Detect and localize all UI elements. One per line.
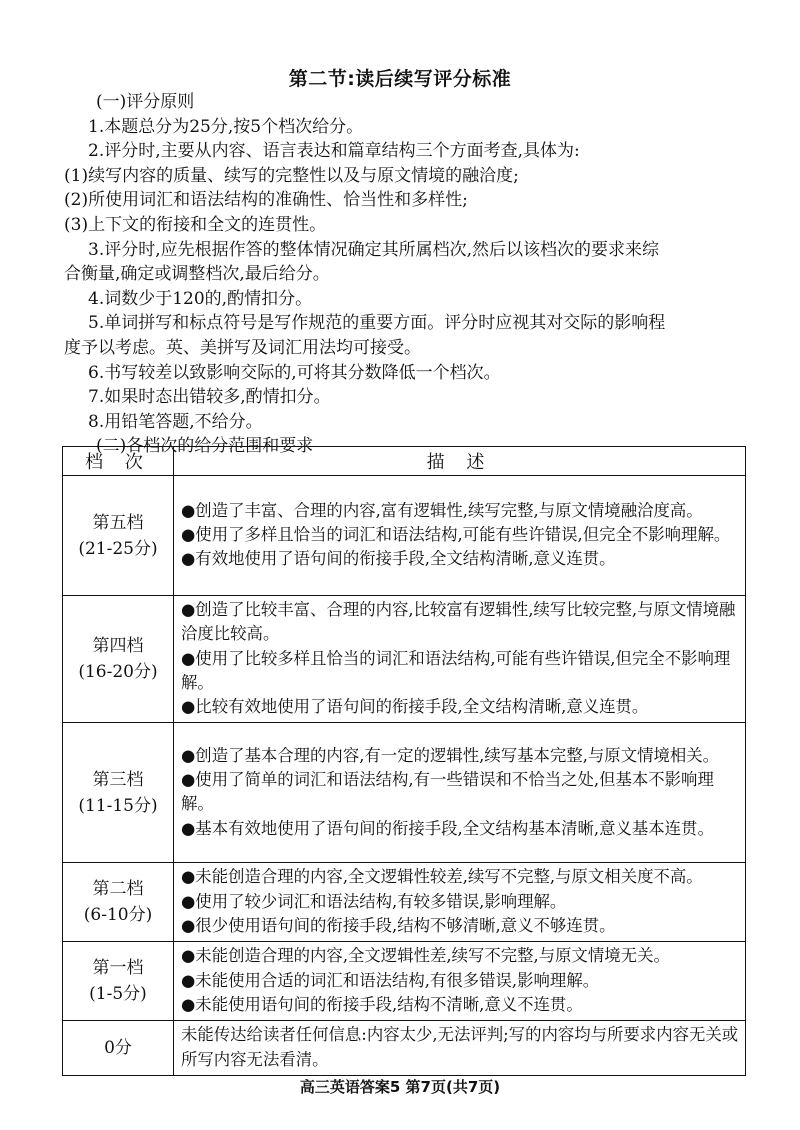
level-name: 0分 — [104, 1038, 132, 1059]
level-name: 第四档 — [92, 636, 144, 657]
description-cell — [174, 1021, 746, 1076]
description-item: ●创造了比较丰富、合理的内容,比较富有逻辑性,续写比较完整,与原文情境融洽度比较高。 — [181, 600, 736, 644]
description-cell — [174, 942, 746, 1021]
table-row — [63, 596, 746, 723]
header-description: 描 述 — [174, 447, 746, 476]
level-name: 第一档 — [92, 958, 144, 979]
level-range: (1-5分) — [89, 984, 147, 1005]
table-header-row — [63, 447, 746, 476]
rule-6: 6.书写较差以致影响交际的,可将其分数降低一个档次。 — [88, 362, 501, 383]
scoring-principles — [64, 90, 744, 459]
description-cell — [174, 596, 746, 723]
level-range: (11-15分) — [78, 795, 158, 816]
level-cell — [63, 596, 174, 723]
rule-7: 7.如果时态出错较多,酌情扣分。 — [88, 387, 331, 408]
table-row — [63, 942, 746, 1021]
level-range: (21-25分) — [78, 538, 158, 559]
description-item: ●未能创造合理的内容,全文逻辑性较差,续写不完整,与原文相关度不高。 — [181, 867, 703, 887]
description-item: ●基本有效地使用了语句间的衔接手段,全文结构基本清晰,意义基本连贯。 — [181, 818, 714, 838]
rule-2-item-3: (3)上下文的衔接和全文的连贯性。 — [64, 214, 327, 235]
level-cell — [63, 723, 174, 863]
level-cell — [63, 1021, 174, 1076]
rule-3-line-1: 3.评分时,应先根据作答的整体情况确定其所属档次,然后以该档次的要求来综 — [88, 239, 660, 260]
level-cell — [63, 476, 174, 596]
description-item: ●创造了丰富、合理的内容,富有逻辑性,续写完整,与原文情境融洽度高。 — [181, 500, 703, 520]
table-row — [63, 863, 746, 942]
header-level: 档 次 — [63, 447, 174, 476]
description-item: ●使用了多样且恰当的词汇和语法结构,可能有些许错误,但完全不影响理解。 — [181, 524, 731, 544]
rule-5-line-2: 度予以考虑。英、美拼写及词汇用法均可接受。 — [64, 337, 421, 358]
level-range: (6-10分) — [83, 905, 153, 926]
description-item: ●创造了基本合理的内容,有一定的逻辑性,续写基本完整,与原文情境相关。 — [181, 745, 720, 765]
description-cell — [174, 476, 746, 596]
level-name: 第二档 — [92, 879, 144, 900]
rule-8: 8.用铅笔答题,不给分。 — [88, 411, 263, 432]
level-name: 第五档 — [92, 512, 144, 533]
description-item: ●使用了比较多样且恰当的词汇和语法结构,可能有些许错误,但完全不影响理解。 — [181, 648, 731, 692]
description-item: ●未能创造合理的内容,全文逻辑性差,续写不完整,与原文情境无关。 — [181, 946, 670, 966]
table-row — [63, 1021, 746, 1076]
description-item: ●很少使用语句间的衔接手段,结构不够清晰,意义不够连贯。 — [181, 916, 616, 936]
description-item: ●比较有效地使用了语句间的衔接手段,全文结构清晰,意义连贯。 — [181, 697, 649, 717]
level-cell — [63, 942, 174, 1021]
description-cell — [174, 723, 746, 863]
rule-2-item-1: (1)续写内容的质量、续写的完整性以及与原文情境的融洽度; — [64, 165, 519, 186]
table-row — [63, 476, 746, 596]
rule-1: 1.本题总分为25分,按5个档次给分。 — [88, 116, 364, 137]
description-item: ●未能使用语句间的衔接手段,结构不清晰,意义不连贯。 — [181, 994, 583, 1014]
rule-3-line-2: 合衡量,确定或调整档次,最后给分。 — [64, 264, 330, 285]
level-cell — [63, 863, 174, 942]
rule-2-item-2: (2)所使用词汇和语法结构的准确性、恰当性和多样性; — [64, 190, 468, 211]
table-row — [63, 723, 746, 863]
page-footer: 高三英语答案5 第7页(共7页) — [299, 1078, 501, 1096]
principles-heading: (一)评分原则 — [96, 92, 195, 112]
rule-5-line-1: 5.单词拼写和标点符号是写作规范的重要方面。评分时应视其对交际的影响程 — [88, 313, 666, 334]
rule-2: 2.评分时,主要从内容、语言表达和篇章结构三个方面考查,具体为: — [88, 141, 580, 162]
description-item: ●未能使用合适的词汇和语法结构,有很多错误,影响理解。 — [181, 970, 600, 990]
level-name: 第三档 — [92, 769, 144, 790]
grade-table — [62, 446, 746, 1076]
description-item: ●使用了简单的词汇和语法结构,有一些错误和不恰当之处,但基本不影响理解。 — [181, 770, 714, 814]
level-range: (16-20分) — [78, 662, 158, 683]
section-title: 第二节:读后续写评分标准 — [288, 68, 512, 90]
description-item: 未能传达给读者任何信息:内容太少,无法评判;写的内容均与所要求内容无关或所写内容无法看清。 — [181, 1025, 739, 1069]
description-cell — [174, 863, 746, 942]
description-item: ●使用了较少词汇和语法结构,有较多错误,影响理解。 — [181, 891, 567, 911]
rule-4: 4.词数少于120的,酌情扣分。 — [88, 288, 313, 309]
grade-ranges-heading: (二)各档次的给分范围和要求 — [96, 436, 314, 457]
description-item: ●有效地使用了语句间的衔接手段,全文结构清晰,意义连贯。 — [181, 549, 616, 569]
